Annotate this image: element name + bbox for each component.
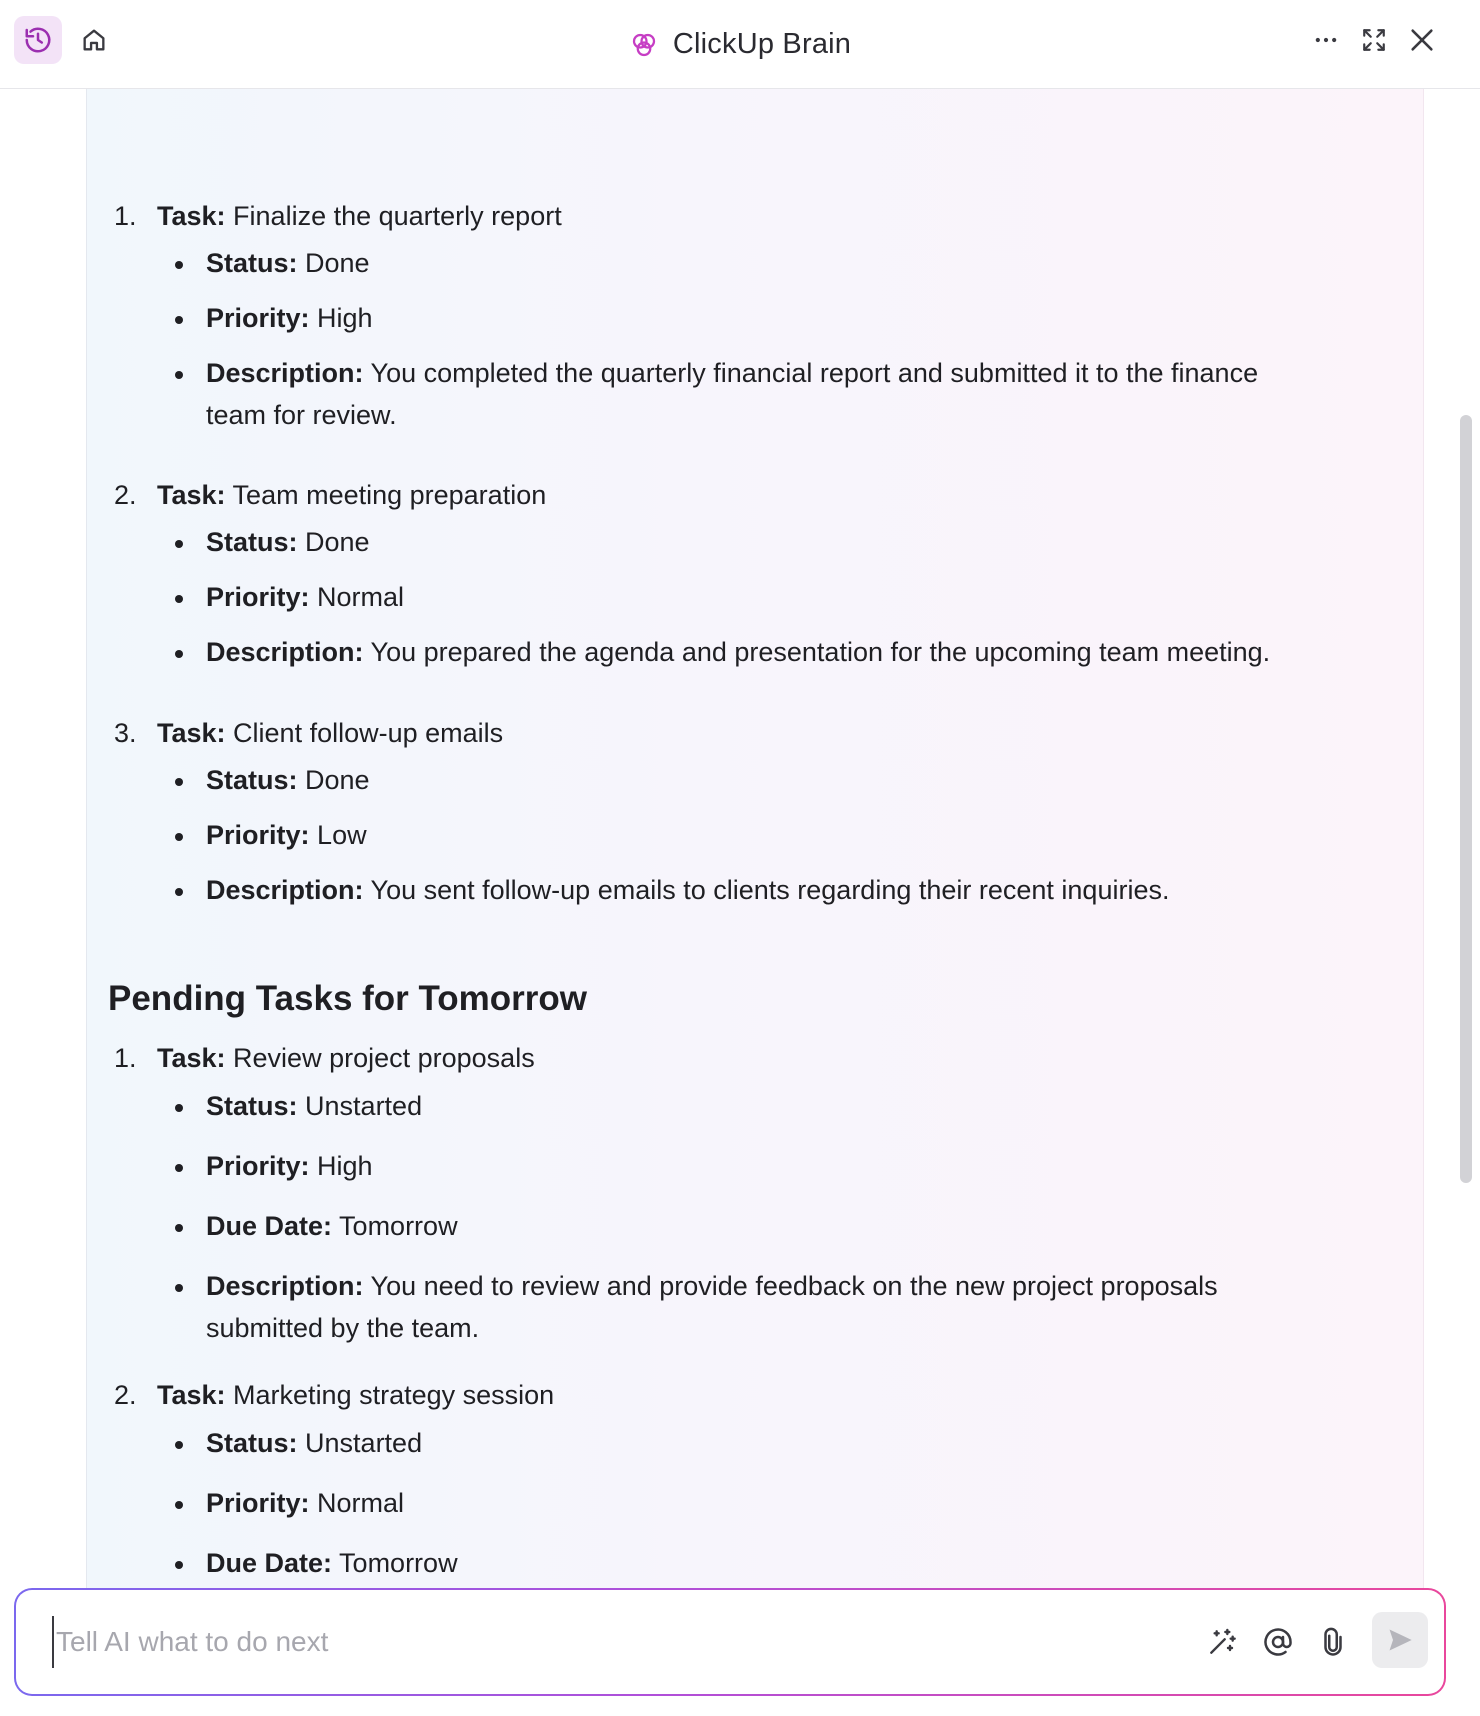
- close-icon: [1408, 26, 1436, 54]
- task-priority: Priority: Normal: [206, 1488, 405, 1518]
- task-description: Description: You completed the quarterly financial report and submitted it to the finance: [206, 358, 1259, 388]
- history-icon: [23, 25, 53, 55]
- bullet: [175, 1441, 183, 1449]
- expand-button[interactable]: [1350, 16, 1398, 64]
- at-icon: [1263, 1627, 1293, 1657]
- list-number: 2.: [114, 480, 137, 510]
- task-status: Status: Done: [206, 765, 370, 795]
- history-button[interactable]: [14, 16, 62, 64]
- prompt-input[interactable]: [52, 1616, 1152, 1668]
- paperclip-icon: [1318, 1627, 1348, 1657]
- task-priority: Priority: Low: [206, 820, 367, 850]
- expand-icon: [1361, 27, 1387, 53]
- task-title: Task: Client follow-up emails: [157, 718, 504, 748]
- list-number: 1.: [114, 201, 137, 231]
- bullet: [175, 1224, 183, 1232]
- bullet: [175, 833, 183, 841]
- mention-button[interactable]: [1254, 1618, 1302, 1666]
- task-priority: Priority: High: [206, 1151, 373, 1181]
- bullet: [175, 371, 183, 379]
- task-title: Task: Team meeting preparation: [157, 480, 547, 510]
- task-priority: Priority: High: [206, 303, 373, 333]
- ai-tools-button[interactable]: [1198, 1618, 1246, 1666]
- task-title: Task: Marketing strategy session: [157, 1380, 555, 1410]
- home-icon: [80, 26, 108, 54]
- more-options-button[interactable]: [1302, 16, 1350, 64]
- bullet: [175, 540, 183, 548]
- task-description-continued: submitted by the team.: [206, 1313, 480, 1343]
- bullet: [175, 261, 183, 269]
- task-title: Task: Finalize the quarterly report: [157, 201, 562, 231]
- section-heading: Pending Tasks for Tomorrow: [108, 979, 588, 1018]
- panel-title: ClickUp Brain: [672, 28, 852, 60]
- task-status: Status: Done: [206, 527, 370, 557]
- task-description: Description: You prepared the agenda and presentation for the upcoming team meeting.: [206, 637, 1271, 667]
- bullet: [175, 650, 183, 658]
- send-icon: [1386, 1626, 1414, 1654]
- task-title: Task: Review project proposals: [157, 1043, 535, 1073]
- task-due-date: Due Date: Tomorrow: [206, 1211, 458, 1241]
- bullet: [175, 1501, 183, 1509]
- bullet: [175, 316, 183, 324]
- bullet: [175, 888, 183, 896]
- task-due-date: Due Date: Tomorrow: [206, 1548, 458, 1578]
- more-horizontal-icon: [1312, 26, 1340, 54]
- brain-logo-icon: [629, 30, 659, 60]
- task-status: Status: Unstarted: [206, 1091, 423, 1121]
- bullet: [175, 778, 183, 786]
- task-status: Status: Done: [206, 248, 370, 278]
- home-button[interactable]: [70, 16, 118, 64]
- prompt-composer-inner: [16, 1590, 1444, 1694]
- list-number: 3.: [114, 718, 137, 748]
- ai-response-card: [86, 49, 1424, 1695]
- task-description-continued: team for review.: [206, 400, 397, 430]
- task-description: Description: You sent follow-up emails to clients regarding their recent inquiries.: [206, 875, 1170, 905]
- bullet: [175, 1164, 183, 1172]
- ai-sparkle-icon: [1206, 1626, 1238, 1658]
- close-button[interactable]: [1398, 16, 1446, 64]
- response-scroll-area[interactable]: [0, 89, 1480, 1578]
- list-number: 1.: [114, 1043, 137, 1073]
- scrollbar-thumb[interactable]: [1460, 415, 1472, 1183]
- bullet: [175, 1561, 183, 1569]
- task-priority: Priority: Normal: [206, 582, 405, 612]
- attach-button[interactable]: [1309, 1618, 1357, 1666]
- bullet: [175, 1284, 183, 1292]
- send-button[interactable]: [1372, 1612, 1428, 1668]
- task-description: Description: You need to review and provide feedback on the new project proposals: [206, 1271, 1218, 1301]
- prompt-composer: [14, 1588, 1446, 1696]
- bullet: [175, 595, 183, 603]
- bullet: [175, 1104, 183, 1112]
- panel-header: [0, 0, 1480, 89]
- task-status: Status: Unstarted: [206, 1428, 423, 1458]
- list-number: 2.: [114, 1380, 137, 1410]
